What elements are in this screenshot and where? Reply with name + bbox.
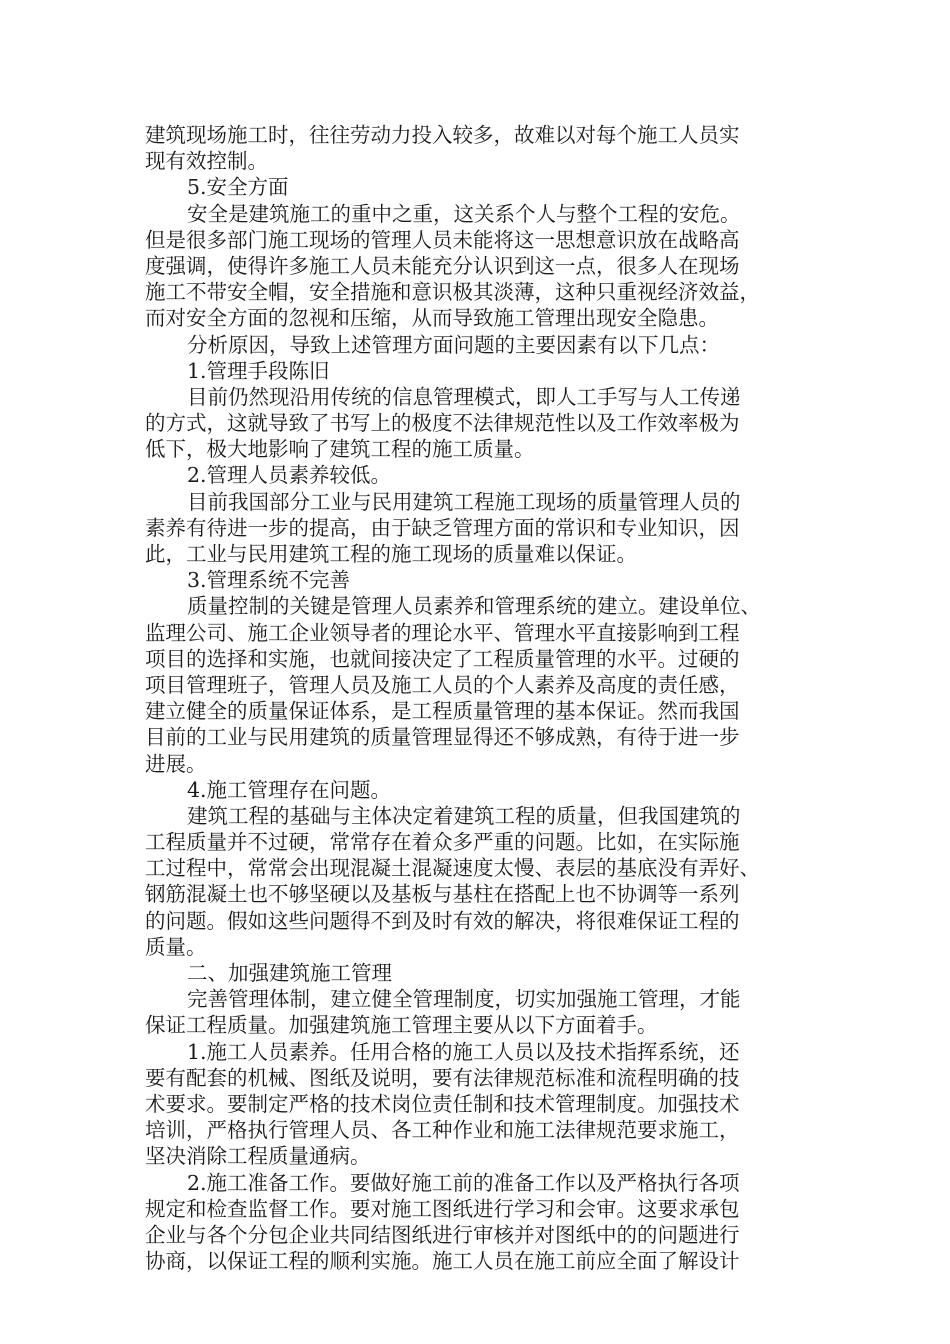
text-line: 培训，严格执行管理人员、各工种作业和施工法律规范要求施工， xyxy=(145,1118,740,1143)
section-heading: 5.安全方面 xyxy=(187,175,289,200)
section-heading: 二、加强建筑施工管理 xyxy=(187,961,392,985)
text-line: 术要求。要制定严格的技术岗位责任制和技术管理制度。加强技术 xyxy=(145,1091,740,1116)
text-line: 保证工程质量。加强建筑施工管理主要从以下方面着手。 xyxy=(145,1013,658,1038)
text-line: 而对安全方面的忽视和压缩，从而导致施工管理出现安全隐患。 xyxy=(145,306,719,331)
text-line: 的问题。假如这些问题得不到及时有效的解决，将很难保证工程的 xyxy=(145,908,740,933)
text-line: 建立健全的质量保证体系，是工程质量管理的基本保证。然而我国 xyxy=(145,699,740,724)
text-line: 的方式，这就导致了书写上的极度不法律规范性以及工作效率极为 xyxy=(145,411,740,436)
text-line: 低下，极大地影响了建筑工程的施工质量。 xyxy=(145,437,535,462)
text-line: 企业与各个分包企业共同结图纸进行审核并对图纸中的的问题进行 xyxy=(145,1222,740,1247)
text-line: 素养有待进一步的提高，由于缺乏管理方面的常识和专业知识，因 xyxy=(145,515,740,540)
text-line: 规定和检查监督工作。要对施工图纸进行学习和会审。这要求承包 xyxy=(145,1196,740,1221)
text-line: 完善管理体制，建立健全管理制度，切实加强施工管理，才能 xyxy=(187,987,741,1012)
text-line: 质量。 xyxy=(145,934,207,959)
document-body xyxy=(145,122,805,1274)
text-line: 项目的选择和实施，也就间接决定了工程质量管理的水平。过硬的 xyxy=(145,646,740,671)
text-line: 1.施工人员素养。任用合格的施工人员以及技术指挥系统，还 xyxy=(187,1039,740,1064)
text-line: 施工不带安全帽，安全措施和意识极其淡薄，这种只重视经济效益， xyxy=(145,280,760,305)
text-line: 但是很多部门施工现场的管理人员未能将这一思想意识放在战略高 xyxy=(145,227,740,252)
text-line: 协商，以保证工程的顺利实施。施工人员在施工前应全面了解设计 xyxy=(145,1249,740,1274)
text-line: 坚决消除工程质量通病。 xyxy=(145,1144,371,1169)
text-line: 2.施工准备工作。要做好施工前的准备工作以及严格执行各项 xyxy=(187,1170,740,1195)
text-line: 分析原因，导致上述管理方面问题的主要因素有以下几点： xyxy=(187,332,720,357)
text-line: 项目管理班子，管理人员及施工人员的个人素养及高度的责任感， xyxy=(145,672,740,697)
text-line: 建筑现场施工时，往往劳动力投入较多，故难以对每个施工人员实 xyxy=(145,123,740,147)
text-line: 度强调，使得许多施工人员未能充分认识到这一点，很多人在现场 xyxy=(145,253,740,278)
text-line: 现有效控制。 xyxy=(145,149,268,174)
text-line: 安全是建筑施工的重中之重，这关系个人与整个工程的安危。 xyxy=(187,201,741,226)
text-line: 工程质量并不过硬，常常存在着众多严重的问题。比如，在实际施 xyxy=(145,830,740,855)
text-line: 监理公司、施工企业领导者的理论水平、管理水平直接影响到工程 xyxy=(145,620,740,645)
section-heading: 2.管理人员素养较低。 xyxy=(187,463,392,488)
text-line: 目前仍然现沿用传统的信息管理模式，即人工手写与人工传递 xyxy=(187,384,741,409)
text-line: 建筑工程的基础与主体决定着建筑工程的质量，但我国建筑的 xyxy=(187,803,741,828)
text-line: 目前我国部分工业与民用建筑工程施工现场的质量管理人员的 xyxy=(187,489,741,514)
text-line: 质量控制的关键是管理人员素养和管理系统的建立。建设单位、 xyxy=(187,594,761,619)
section-heading: 4.施工管理存在问题。 xyxy=(187,777,392,802)
text-line: 工过程中，常常会出现混凝土混凝速度太慢、表层的基底没有弄好、 xyxy=(145,856,760,881)
text-line: 钢筋混凝土也不够坚硬以及基板与基柱在搭配上也不协调等一系列 xyxy=(145,882,740,907)
text-line: 进展。 xyxy=(145,751,207,776)
section-heading: 3.管理系统不完善 xyxy=(187,568,351,593)
text-line: 此，工业与民用建筑工程的施工现场的质量难以保证。 xyxy=(145,542,637,566)
section-heading: 1.管理手段陈旧 xyxy=(187,358,330,383)
text-line: 要有配套的机械、图纸及说明，要有法律规范标准和流程明确的技 xyxy=(145,1065,740,1090)
text-line: 目前的工业与民用建筑的质量管理显得还不够成熟，有待于进一步 xyxy=(145,725,740,750)
